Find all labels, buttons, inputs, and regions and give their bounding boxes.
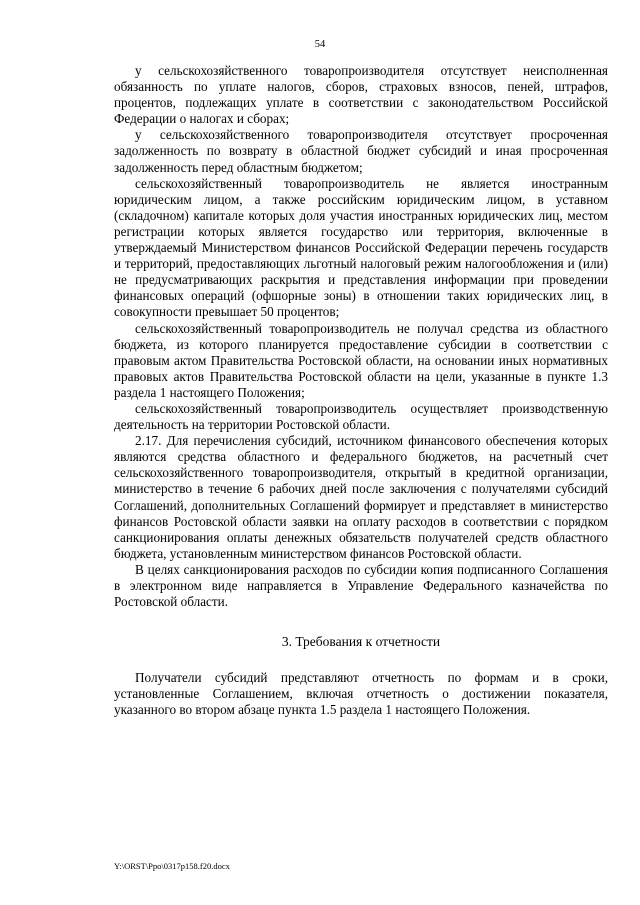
section-heading: 3. Требования к отчетности bbox=[281, 634, 441, 650]
paragraph-treasury-copy: В целях санкционирования расходов по субсидии копия подписанного Соглашения в электронном виде направляется в Управление Федерального казначейства по Ростовской области. bbox=[114, 561, 608, 610]
paragraph-2-17: 2.17. Для перечисления субсидий, источником финансового обеспечения которых являются средства областного и федерального бюджетов, на расчетный счет сельскохозяйственного товаропроизводителя, открытый в кредитной организации, министерство в течение 6 рабочих дней после заключения с получателями субсидий Соглашений, дополнительных Соглашений формирует и представляет в министерство финансов Ростовской области заявки на оплату расходов в соответствии с порядком санкционирования оплаты денежных обязательств получателей средств областного бюджета, установленным министерством финансов Ростовской области. bbox=[114, 433, 608, 561]
document-body bbox=[114, 63, 608, 719]
footer-file-path: Y:\ORST\Ppo\0317p158.f20.docx bbox=[114, 861, 230, 871]
paragraph-not-foreign-entity: сельскохозяйственный товаропроизводитель не является иностранным юридическим лицом, а также российским юридическим лицом, в уставном (складочном) капитале которых доля участия иностранных юридических лиц, местом регистрации которых является государство или территория, включенные в утверждаемый Министерством финансов Российской Федерации перечень государств и территорий, предоставляющих льготный налоговый режим налогообложения и (или) не предусматривающих раскрытия и представления информации при проведении финансовых операций (офшорные зоны) в отношении таких юридических лиц, в совокупности превышает 50 процентов; bbox=[114, 175, 608, 320]
page-number: 54 bbox=[314, 39, 326, 50]
paragraph-reporting: Получатели субсидий представляют отчетность по формам и в сроки, установленные Соглашением, включая отчетность о достижении показателя, указанного во втором абзаце пункта 1.5 раздела 1 настоящего Положения. bbox=[114, 670, 608, 718]
paragraph-no-tax-debt: у сельскохозяйственного товаропроизводителя отсутствует неисполненная обязанность по уплате налогов, сборов, страховых взносов, пеней, штрафов, процентов, подлежащих уплате в соответствии с законодательством Российской Федерации о налогах и сборах; bbox=[114, 63, 608, 127]
paragraph-no-overdue-debt: у сельскохозяйственного товаропроизводителя отсутствует просроченная задолженность по возврату в областной бюджет субсидий и иная просроченная задолженность перед областным бюджетом; bbox=[114, 127, 608, 175]
paragraph-operates-in-region: сельскохозяйственный товаропроизводитель осуществляет производственную деятельность на территории Ростовской области. bbox=[114, 400, 608, 433]
paragraph-no-prior-funds: сельскохозяйственный товаропроизводитель не получал средства из областного бюджета, из которого планируется предоставление субсидии в соответствии с правовым актом Правительства Ростовской области, на основании иных нормативных правовых актов Правительства Ростовской области на цели, указанные в пункте 1.3 раздела 1 настоящего Положения; bbox=[114, 320, 608, 400]
